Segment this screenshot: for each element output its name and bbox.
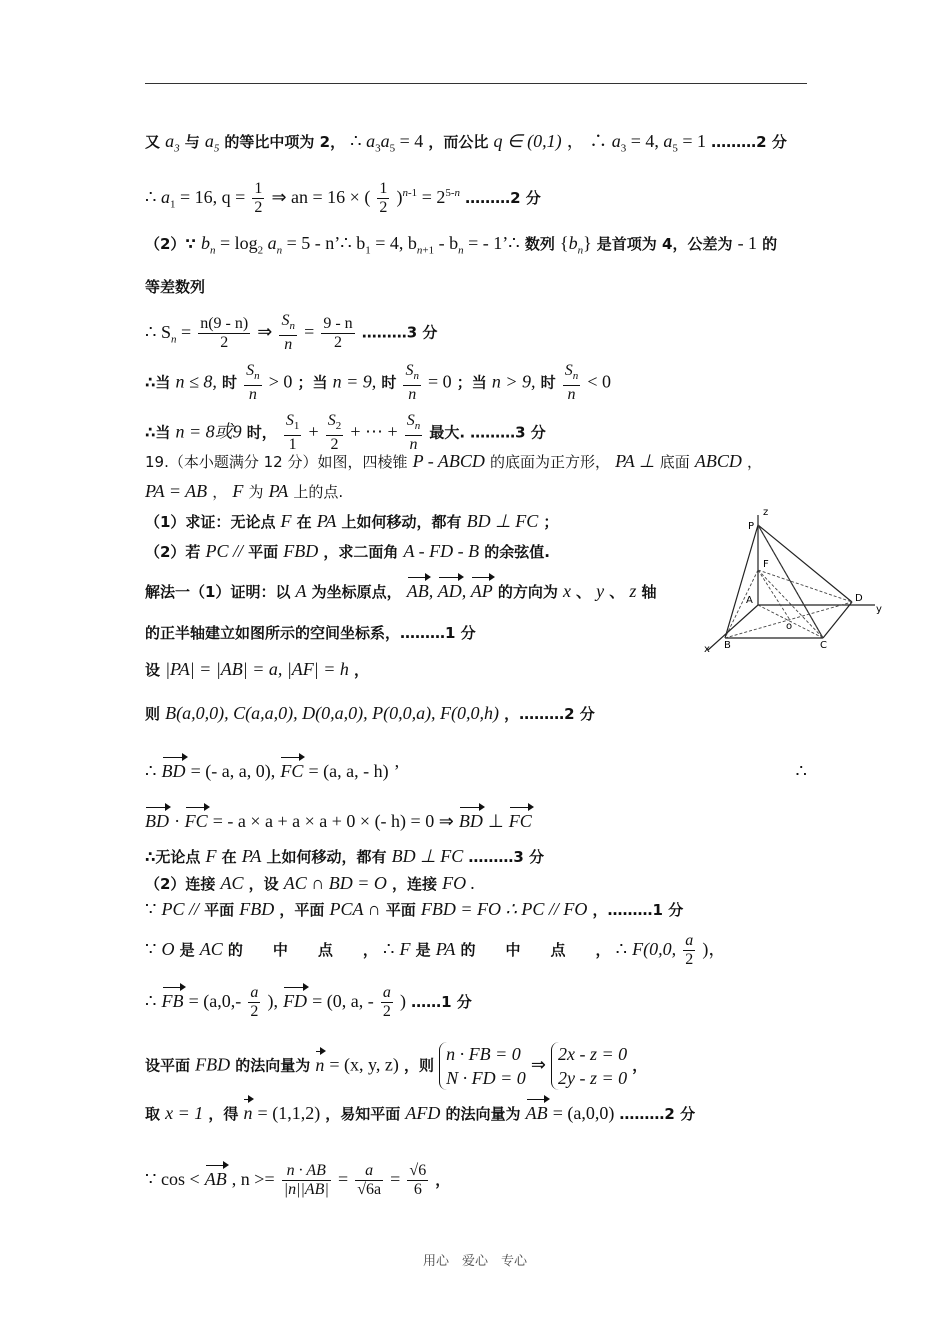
math: x [562, 581, 571, 601]
vector-fc: FC [280, 761, 304, 781]
edge-fd [758, 570, 852, 602]
vector-n: n [243, 1103, 253, 1123]
math: F [205, 846, 217, 866]
math: O [161, 939, 175, 959]
solution-line-9 [145, 898, 683, 921]
math: FBD [195, 1054, 231, 1075]
fraction-half-2: $\frac{1}{2}$ [379, 180, 388, 216]
vector-bd: BD [458, 811, 483, 831]
label-d: D [855, 593, 863, 604]
math-power: )$^{n-1} = 2^{5-n}$ [396, 187, 461, 207]
math-n9: n = 9, [332, 371, 377, 392]
fraction-a-over-2: $\frac{a}{2}$ [685, 932, 694, 968]
text: 平面 [248, 543, 279, 561]
text: ，设 [248, 875, 279, 893]
math-an: ⇒ an = 16 × ( [271, 187, 371, 207]
text: 为 [248, 483, 264, 501]
fraction-cos: $\frac{n \cdot AB}{|n||AB|}$ [283, 1162, 329, 1198]
math-eq: = [304, 321, 315, 342]
label-a: A [746, 595, 753, 606]
math-dots: + ⋯ + [350, 421, 398, 442]
math: = (- a, a, 0), [190, 761, 276, 781]
math-eq0: = 0 [428, 371, 452, 392]
math: ∴ [382, 939, 395, 959]
math-therefore: ∴ [795, 761, 807, 781]
text: 的法向量为 [445, 1105, 521, 1123]
text: ∴无论点 [145, 848, 201, 866]
solution-line-1 [145, 580, 656, 603]
text: ，平面 [279, 901, 325, 919]
math-a5: $a_5$ [204, 131, 220, 155]
text: ， [746, 453, 762, 471]
math: P - ABCD [412, 451, 485, 471]
problem-19-part-1 [145, 510, 558, 533]
math: ), [267, 991, 278, 1011]
solution-line-12 [145, 1042, 647, 1090]
line-5 [145, 312, 437, 354]
text: ，而公比 [428, 133, 489, 151]
label-o: o [786, 621, 793, 632]
text: ； [543, 513, 559, 531]
fraction-9-n: $\frac{9 - n}{2}$ [323, 314, 353, 351]
line-2 [145, 180, 541, 217]
vector-n: n [315, 1054, 325, 1075]
math: AC [220, 873, 244, 893]
math: = [337, 1169, 349, 1189]
text: 底面 [659, 453, 690, 471]
text: 的 中 点 ， [227, 941, 378, 959]
label-y: y [876, 604, 882, 615]
vector-ab: AB [525, 1103, 548, 1123]
math: ) [399, 991, 406, 1011]
line-3 [145, 232, 777, 262]
text: ，易知平面 [325, 1105, 401, 1123]
text: 在 [221, 848, 237, 866]
math-a3a5: ∴ $a_3a_5 = 4$ [350, 131, 424, 155]
fraction-sn-n: $\frac{S_n}{n}$ [405, 362, 419, 404]
text: 是 [415, 941, 431, 959]
math: ∴ [145, 761, 157, 781]
math: ⊥ [487, 811, 504, 831]
label-z: z [763, 507, 769, 518]
text: 是首项为 4，公差为 [596, 235, 733, 253]
math: PA ⊥ [615, 451, 655, 471]
math: x = 1 [165, 1103, 204, 1123]
math: )， [702, 939, 727, 959]
text: 上如何移动，都有 [266, 848, 387, 866]
score: ，………2 分 [504, 705, 595, 723]
fraction-a-over-2: $\frac{a}{2}$ [382, 984, 391, 1020]
solution-line-3 [145, 658, 369, 681]
math: PA [316, 511, 337, 531]
text: ， [632, 1056, 648, 1075]
math: ∵ [145, 899, 157, 919]
text: 最大. [429, 423, 466, 442]
math: = (a,0,- [188, 991, 242, 1011]
math-a-values: ， ∴ $a_3 = 4$, $a_5 = 1$ [566, 131, 707, 155]
math: AFD [405, 1103, 441, 1123]
line-1 [145, 130, 787, 160]
text: 的底面为正方形， [490, 453, 611, 471]
math: , n >= [231, 1169, 275, 1189]
text: 解法一（1）证明：以 [145, 583, 291, 601]
text: （1）求证：无论点 [145, 513, 276, 531]
text: 轴 [641, 583, 657, 601]
text: 与 [184, 133, 200, 151]
fraction-sn-n: $\frac{S_n}{n}$ [246, 362, 260, 404]
math: FBD [283, 541, 319, 561]
math: FO . [442, 873, 476, 893]
math: ∴ [145, 991, 157, 1011]
math-implies: ⇒ [257, 321, 273, 342]
text: 上的点. [293, 483, 344, 501]
text: 的法向量为 [235, 1056, 311, 1075]
solution-line-2 [145, 622, 476, 644]
text: 上如何移动，都有 [341, 513, 462, 531]
solution-line-14 [145, 1162, 450, 1199]
vector-fc: FC [508, 811, 532, 831]
vector-ab: AB [204, 1169, 227, 1189]
math: AC [199, 939, 223, 959]
math: ∵ cos < [145, 1169, 200, 1189]
text: ；当 [297, 373, 328, 392]
text: 平面 [204, 901, 235, 919]
math: BD ⊥ FC [466, 511, 539, 531]
text: 为坐标原点， [311, 583, 402, 601]
fraction-s2: $\frac{S_2}{2}$ [327, 412, 342, 454]
math: AC ∩ BD = O [283, 873, 387, 893]
text: ，求二面角 [323, 543, 399, 561]
text: ∴当 [145, 423, 171, 442]
text: 的等比中项为 2， [224, 133, 346, 151]
math: F [399, 939, 411, 959]
text: 的 [762, 235, 778, 253]
text: 的余弦值. [484, 543, 550, 561]
text: ，则 [403, 1056, 434, 1075]
solution-line-10 [145, 932, 726, 969]
math: PA = AB [145, 481, 208, 501]
vector-fc: FC [184, 811, 208, 831]
math: |PA| = |AB| = a, |AF| = h [165, 659, 349, 679]
edge-pd [758, 525, 852, 602]
math: ’ [393, 761, 400, 781]
text: 19.（本小题满分 12 分）如图，四棱锥 [145, 453, 408, 471]
math: · [174, 811, 185, 831]
text: 时 [540, 373, 556, 392]
problem-19-line-1 [145, 450, 762, 473]
solution-line-8 [145, 872, 475, 895]
fraction-half: $\frac{1}{2}$ [254, 180, 263, 216]
label-c: C [820, 640, 827, 651]
text: ， [353, 661, 369, 679]
math-a3: $a_3$ [165, 131, 180, 155]
solution-line-7 [145, 845, 544, 868]
page-footer: 用心 爱心 专心 [422, 1254, 527, 1269]
score: ………2 分 [619, 1105, 696, 1123]
math: PA [241, 846, 262, 866]
math: ⇒ [530, 1054, 546, 1075]
equation-system-1: n · FB = 0 N · FD = 0 [439, 1042, 526, 1090]
text: 取 [145, 1105, 161, 1123]
text: 的 中 点 ， [460, 941, 611, 959]
problem-19-part-2 [145, 540, 550, 563]
math: ABCD [694, 451, 742, 471]
fraction-a-sqrt6a: $\frac{a}{√6a}$ [357, 1162, 382, 1198]
math: ∵ [145, 939, 157, 959]
text: ，连接 [391, 875, 437, 893]
text: 是 [179, 941, 195, 959]
math: PA [268, 481, 289, 501]
fraction-sn-n: $\frac{S_n}{n}$ [281, 312, 295, 354]
math-bn-set: $\{b_n\}$ [559, 233, 592, 257]
edge-cd [823, 602, 852, 638]
solution-line-5 [145, 760, 807, 783]
text: ∴当 [145, 373, 171, 392]
math: F [280, 511, 292, 531]
text: （2）∵ [145, 235, 196, 253]
vector-fd: FD [283, 991, 308, 1011]
math: = (a, a, - h) [308, 761, 389, 781]
text: 时 [381, 373, 397, 392]
math: ∴ [615, 939, 628, 959]
math: z [629, 581, 637, 601]
solution-line-13 [145, 1102, 695, 1125]
problem-19-line-2 [145, 480, 343, 503]
fraction-sn-n: $\frac{S_n}{n}$ [406, 412, 421, 454]
pyramid-figure [700, 505, 890, 655]
solution-line-4 [145, 702, 595, 725]
text: 的正半轴建立如图所示的空间坐标系，………1 分 [145, 624, 476, 642]
text: ；当 [456, 373, 487, 392]
text: 又 [145, 133, 161, 151]
math: B(a,0,0), C(a,a,0), D(0,a,0), P(0,0,a), F(0,0,h) [165, 703, 500, 723]
score: ………3 分 [361, 323, 438, 342]
math: PCA ∩ [329, 899, 381, 919]
math-ngt9: n > 9, [491, 371, 536, 392]
math: A [295, 581, 307, 601]
vector-bd: BD [161, 761, 186, 781]
math: PA [435, 939, 456, 959]
score: ，………1 分 [592, 901, 684, 919]
score: ………3 分 [468, 848, 545, 866]
math: = (x, y, z) [329, 1054, 399, 1075]
math: PC // [161, 899, 200, 919]
math-vectors: AB, AD, AP [406, 581, 493, 601]
vector-bd: BD [145, 811, 169, 831]
text: 、 [576, 583, 592, 601]
math-sn: ∴ $S_n$ = [145, 321, 192, 346]
equation-system-2: 2x - z = 0 2y - z = 0 [551, 1042, 627, 1090]
math: = (1,1,2) [257, 1103, 321, 1123]
math-gt0: > 0 [268, 371, 293, 392]
text: 在 [296, 513, 312, 531]
score: ………2 分 [711, 133, 787, 151]
label-f: F [763, 559, 769, 570]
text: 时 [222, 373, 238, 392]
math: A - FD - B [403, 541, 480, 561]
text: 平面 [385, 901, 416, 919]
score: ………2 分 [465, 189, 541, 207]
edge-pb [725, 525, 758, 638]
fraction-a-over-2: $\frac{a}{2}$ [250, 984, 259, 1020]
vector-fb: FB [161, 991, 184, 1011]
fraction-sn: $\frac{n(9 - n)}{2}$ [200, 314, 249, 351]
math-a1: ∴ $a_1 = 16$, q = [145, 187, 246, 211]
math-bn: $b_n = \log_2 a_n = 5$ - n’∴ $b_1 = 4$, $b_{n+1} - b_n$ = - 1’∴ [200, 233, 520, 257]
text: ，得 [208, 1105, 239, 1123]
math-lt0: < 0 [587, 371, 611, 392]
math: F [232, 481, 244, 501]
math: BD ⊥ FC [391, 846, 464, 866]
label-b: B [724, 640, 731, 651]
score: ………3 分 [470, 423, 546, 442]
math-n8or9: n = 8或9 [175, 421, 242, 442]
text: （2）若 [145, 543, 201, 561]
math: = - a × a + a × a + 0 × (- h) = 0 ⇒ [212, 811, 454, 831]
label-p: P [748, 521, 755, 532]
text: ， [435, 1171, 451, 1189]
text: 时， [246, 423, 277, 442]
score: ……1 分 [411, 993, 472, 1011]
text: 则 [145, 705, 161, 723]
text: （2）连接 [145, 875, 216, 893]
text: ， [212, 483, 228, 501]
math: y [596, 581, 605, 601]
math: F(0,0, [632, 939, 677, 959]
label-x: x [704, 644, 710, 655]
edge-fo [758, 570, 790, 620]
math: FBD [239, 899, 275, 919]
fraction-sqrt6-6: $\frac{√6}{6}$ [409, 1162, 427, 1198]
math: FBD = FO ∴ PC // FO [420, 899, 588, 919]
text: 设平面 [145, 1056, 191, 1075]
solution-line-6 [145, 810, 532, 833]
fraction-sn-n: $\frac{S_n}{n}$ [564, 362, 579, 404]
solution-line-11 [145, 984, 472, 1021]
text: 数列 [524, 235, 555, 253]
math-minus-one: - 1 [737, 233, 758, 253]
math-n-le8: n ≤ 8, [175, 371, 217, 392]
math-q-range: q ∈ (0,1) [493, 131, 562, 151]
math: PC // [205, 541, 244, 561]
fraction-s1: $\frac{S_1}{1}$ [285, 412, 300, 454]
math: = (a,0,0) [552, 1103, 615, 1123]
text: 的方向为 [497, 583, 558, 601]
line-4 [145, 276, 205, 298]
header-rule [145, 83, 807, 84]
diagonal-bd [725, 602, 852, 638]
math: = [390, 1169, 401, 1189]
text: 设 [145, 661, 161, 679]
line-6 [145, 362, 611, 404]
text: 、 [609, 583, 625, 601]
math: = (0, a, - [312, 991, 374, 1011]
line-7 [145, 412, 546, 454]
text: 等差数列 [145, 278, 206, 296]
math-plus: + [308, 421, 319, 442]
